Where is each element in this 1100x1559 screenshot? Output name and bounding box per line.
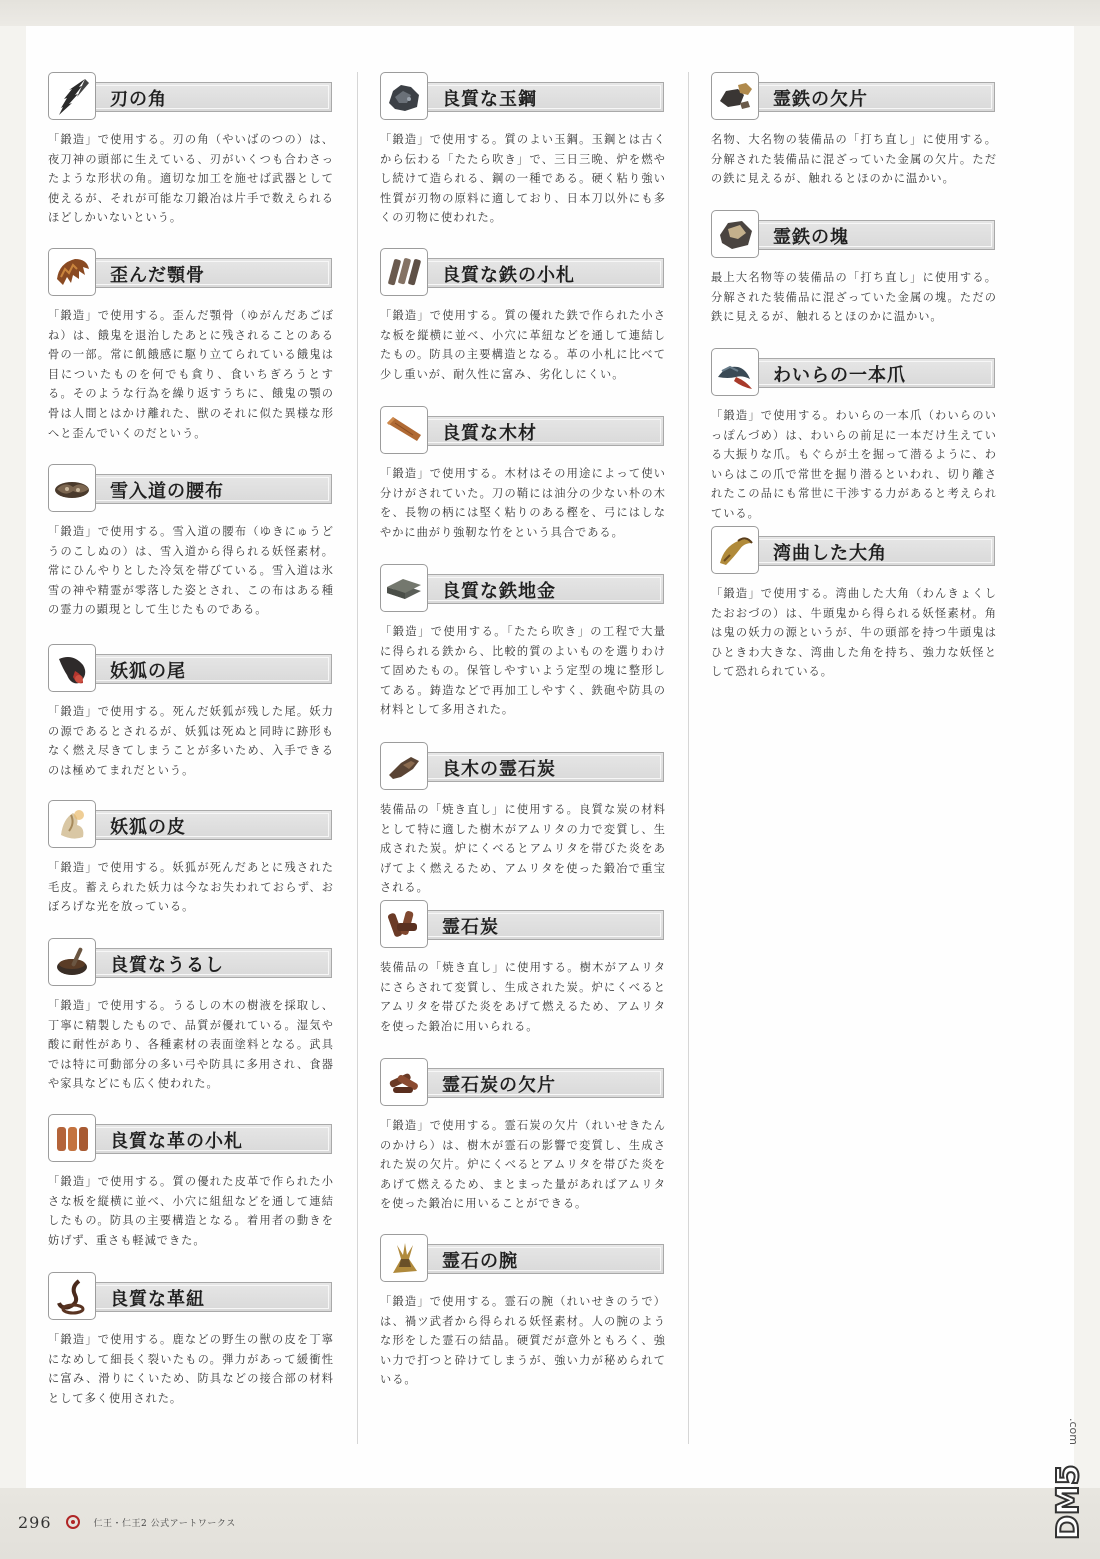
item-header (711, 72, 997, 124)
item-description: 「鍛造」で使用する。雪入道の腰布（ゆきにゅうどうのこしぬの）は、雪入道から得られる妖怪素材。常にひんやりとした冷気を帯びている。雪入道は氷雪の神や精霊が零落した姿とされ、この布はある種の霊力の顕現として生じたものである。 (48, 525, 334, 617)
item-description: 「鍛造」で使用する。木材はその用途によって使い分けがされていた。刀の鞘には油分の少ない朴の木を、長物の柄には堅く粘りのある樫を、弓にはしなやかに曲がり強靭な竹をという具合である。 (380, 467, 666, 539)
top-band (0, 0, 1100, 26)
charcoal-fragment-icon (380, 1058, 428, 1106)
footer-emblem-icon (66, 1515, 80, 1529)
item-description: 「鍛造」で使用する。わいらの一本爪（わいらのいっぽんづめ）は、わいらの前足に一本だけ生えている大振りな爪。もぐらが土を掘って潜るように、わいらはこの爪で常世を掘り潜るといわれ、切り離されたこの品にも常世に干渉する力があると考えられている。 (711, 409, 997, 520)
fine-wood-charcoal-icon (380, 742, 428, 790)
item-entry (380, 406, 666, 542)
item-entry (48, 1114, 334, 1250)
item-header (48, 1272, 334, 1324)
item-entry (48, 800, 334, 917)
lacquer-icon (48, 938, 96, 986)
item-name: 刃の角 (110, 89, 167, 110)
leather-scale-icon (48, 1114, 96, 1162)
iron-ingot-icon (380, 564, 428, 612)
item-description: 最上大名物等の装備品の「打ち直し」に使用する。分解された装備品に混ざっていた金属の塊。ただの鉄に見えるが、触れるとほのかに温かい。 (711, 271, 997, 324)
loincloth-icon (48, 464, 96, 512)
item-entry (711, 526, 997, 682)
item-header (711, 526, 997, 578)
book-title: 仁王・仁王2 公式アートワークス (93, 1518, 236, 1529)
item-header (380, 900, 666, 952)
item-header (711, 210, 997, 262)
item-name: 良質な鉄地金 (442, 581, 556, 602)
item-header (48, 464, 334, 516)
item-description: 名物、大名物の装備品の「打ち直し」に使用する。分解された装備品に混ざっていた金属の欠片。ただの鉄に見えるが、触れるとほのかに温かい。 (711, 133, 997, 186)
item-description: 「鍛造」で使用する。妖狐が死んだあとに残された毛皮。蓄えられた妖力は今なお失われておらず、おぼろげな光を放っている。 (48, 861, 334, 914)
jawbone-icon (48, 248, 96, 296)
blade-horn-icon (48, 72, 96, 120)
item-name: 良質な木材 (442, 423, 537, 444)
item-description: 「鍛造」で使用する。歪んだ顎骨（ゆがんだあごぼね）は、餓鬼を退治したあとに残されることのある骨の一部。常に飢餓感に駆り立てられている餓鬼は目についたものを何でも貪り、食いちぎろうとする。そのような行為を繰り返すうちに、餓鬼の顎の骨は人間とはかけ離れた、獣のそれに似た異様な形へと歪んでいくのだという。 (48, 309, 334, 440)
item-entry (48, 464, 334, 620)
item-entry (48, 72, 334, 228)
item-name: 妖狐の尾 (110, 661, 186, 682)
item-name: 雪入道の腰布 (110, 481, 224, 502)
spirit-iron-lump-icon (711, 210, 759, 258)
item-header (48, 938, 334, 990)
item-description: 「鍛造」で使用する。霊石炭の欠片（れいせきたんのかけら）は、樹木が霊石の影響で変質し、生成された炭の欠片。炉にくべるとアムリタを帯びた炎をあげて燃えるため、まとまった量があればアムリタを使った鍛冶に用いることができる。 (380, 1119, 666, 1211)
item-header (380, 1234, 666, 1286)
item-header (48, 248, 334, 300)
iron-scale-icon (380, 248, 428, 296)
item-name: 歪んだ顎骨 (110, 265, 205, 286)
item-entry (380, 564, 666, 720)
item-entry (380, 248, 666, 384)
item-name: 良質な革紐 (110, 1289, 205, 1310)
lumber-icon (380, 406, 428, 454)
item-description: 「鍛造」で使用する。死んだ妖狐が残した尾。妖力の源であるとされるが、妖狐は死ぬと同時に跡形もなく燃え尽きてしまうことが多いため、入手できるのは極めてまれだという。 (48, 705, 334, 777)
page-footer (18, 1512, 236, 1532)
tamahagane-icon (380, 72, 428, 120)
svg-text:DM5: DM5 (1051, 1464, 1086, 1540)
item-description: 「鍛造」で使用する。刃の角（やいばのつの）は、夜刀神の頭部に生えている、刃がいくつも合わさったような形状の角。適切な加工を施せば武器として使えるが、それが可能な刀鍛冶は片手で数えられるほどしかいないという。 (48, 133, 334, 225)
item-entry (48, 644, 334, 780)
item-entry (380, 1058, 666, 1214)
item-description: 装備品の「焼き直し」に使用する。樹木がアムリタにさらされて変質し、生成された炭。炉にくべるとアムリタを帯びた炎をあげて燃えるため、アムリタを使った鍛冶に用いられる。 (380, 961, 666, 1033)
item-description: 装備品の「焼き直し」に使用する。良質な炭の材料として特に適した樹木がアムリタの力で変質し、生成された炭。炉にくべるとアムリタを帯びた炎をあげてよく燃えるため、アムリタを使った鍛冶で重宝される。 (380, 803, 666, 895)
item-header (380, 248, 666, 300)
item-description: 「鍛造」で使用する。霊石の腕（れいせきのうで）は、禍ツ武者から得られる妖怪素材。人の腕のような形をした霊石の結晶。硬質だが意外ともろく、強い力で打つと砕けてしまうが、強い力が秘められている。 (380, 1295, 666, 1387)
item-header (380, 72, 666, 124)
item-entry (380, 72, 666, 228)
item-header (380, 742, 666, 794)
page-number: 296 (18, 1512, 52, 1532)
item-entry (380, 900, 666, 1036)
item-description: 「鍛造」で使用する。鹿などの野生の獣の皮を丁寧になめして細長く裂いたもの。弾力があって緩衝性に富み、滑りにくいため、防具などの接合部の材料として多く使用された。 (48, 1333, 334, 1405)
curved-horn-icon (711, 526, 759, 574)
column-divider (688, 72, 689, 1444)
item-name: 良木の霊石炭 (442, 759, 556, 780)
item-entry (380, 742, 666, 898)
item-name: 妖狐の皮 (110, 817, 186, 838)
item-name: 良質な玉鋼 (442, 89, 537, 110)
item-entry (380, 1234, 666, 1390)
fox-pelt-icon (48, 800, 96, 848)
waira-claw-icon (711, 348, 759, 396)
svg-text:.com: .com (1067, 1418, 1080, 1445)
item-header (380, 1058, 666, 1110)
watermark-logo (1042, 1412, 1092, 1542)
item-entry (711, 210, 997, 327)
item-name: 良質なうるし (110, 955, 224, 976)
item-name: 霊鉄の塊 (773, 227, 849, 248)
item-header (48, 1114, 334, 1166)
item-description: 「鍛造」で使用する。質のよい玉鋼。玉鋼とは古くから伝わる「たたら吹き」で、三日三晩、炉を燃やし続けて造られる、鋼の一種である。硬く粘り強い性質が刃物の原料に適しており、日本刀以外にも多くの刃物に使われた。 (380, 133, 666, 225)
item-header (711, 348, 997, 400)
leather-cord-icon (48, 1272, 96, 1320)
spirit-iron-fragment-icon (711, 72, 759, 120)
item-entry (711, 72, 997, 189)
item-name: わいらの一本爪 (773, 365, 906, 386)
spirit-arm-icon (380, 1234, 428, 1282)
item-name: 良質な鉄の小札 (442, 265, 575, 286)
item-description: 「鍛造」で使用する。質の優れた皮革で作られた小さな板を縦横に並べ、小穴に組紐などを通して連結したもの。防具の主要構造となる。着用者の動きを妨げず、重さも軽減できた。 (48, 1175, 334, 1247)
item-description: 「鍛造」で使用する。質の優れた鉄で作られた小さな板を縦横に並べ、小穴に革紐などを通して連結したもの。防具の主要構造となる。革の小札に比べて少し重いが、耐久性に富み、劣化しにくい。 (380, 309, 666, 381)
item-name: 霊石炭 (442, 917, 499, 938)
fox-tail-icon (48, 644, 96, 692)
item-name: 良質な革の小札 (110, 1131, 243, 1152)
item-description: 「鍛造」で使用する。うるしの木の樹液を採取し、丁寧に精製したもので、品質が優れている。湿気や酸に耐性があり、各種素材の表面塗料となる。武具では特に可動部分の多い弓や防具に多用され、食器や家具などにも広く使われた。 (48, 999, 334, 1091)
item-header (380, 406, 666, 458)
item-entry (48, 1272, 334, 1408)
item-name: 湾曲した大角 (773, 543, 887, 564)
item-entry (48, 938, 334, 1094)
item-header (48, 644, 334, 696)
item-description: 「鍛造」で使用する。湾曲した大角（わんきょくしたおおづの）は、牛頭鬼から得られる妖怪素材。角は鬼の妖力の源というが、牛の頭部を持つ牛頭鬼はひときわ大きな、湾曲した角を持ち、強力な妖怪として恐れられている。 (711, 587, 997, 679)
item-name: 霊石炭の欠片 (442, 1075, 556, 1096)
column-divider (357, 72, 358, 1444)
item-description: 「鍛造」で使用する。「たたら吹き」の工程で大量に得られる鉄から、比較的質のよいものを選りわけて固めたもの。保管しやすいよう定型の塊に整形してある。鋳造などで再加工しやすく、鉄砲や防具の材料として多用された。 (380, 625, 666, 717)
item-name: 霊鉄の欠片 (773, 89, 868, 110)
item-header (48, 72, 334, 124)
spirit-charcoal-icon (380, 900, 428, 948)
item-name: 霊石の腕 (442, 1251, 518, 1272)
item-entry (711, 348, 997, 524)
item-header (380, 564, 666, 616)
item-header (48, 800, 334, 852)
item-entry (48, 248, 334, 443)
